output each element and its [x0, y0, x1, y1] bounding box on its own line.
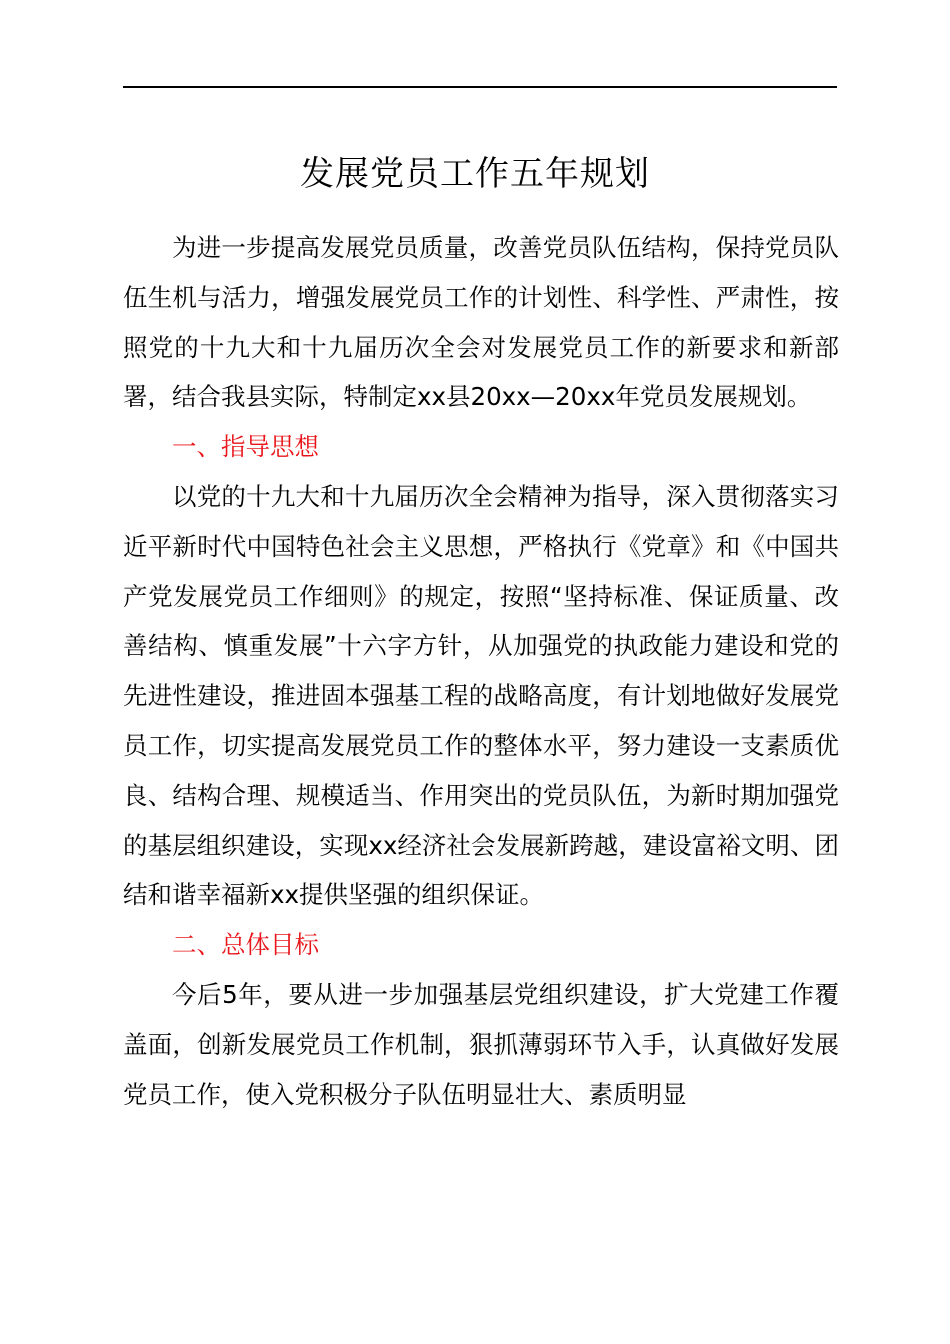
section-paragraph-overall-goals: 今后5年，要从进一步加强基层党组织建设，扩大党建工作覆盖面，创新发展党员工作机制，狠抓薄弱环节入手，认真做好发展党员工作，使入党积极分子队伍明显壮大、素质明显 [123, 979, 839, 1109]
document-title: 发展党员工作五年规划 [300, 154, 650, 194]
section-paragraph-guiding-ideology: 以党的十九大和十九届历次全会精神为指导，深入贯彻落实习近平新时代中国特色社会主义思想，严格执行《党章》和《中国共产党发展党员工作细则》的规定，按照“坚持标准、保证质量、改善结构、慎重发展”十六字方针，从加强党的执政能力建设和党的先进性建设，推进固本强基工程的战略高度，有计划地做好发展党员工作，切实提高发展党员工作的整体水平，努力建设一支素质优良、结构合理、规模适当、作用突出的党员队伍，为新时期加强党的基层组织建设，实现xx经济社会发展新跨越，建设富裕文明、团结和谐幸福新xx提供坚强的组织保证。 [123, 481, 839, 910]
section-heading-guiding-ideology: 一、指导思想 [172, 432, 319, 462]
intro-paragraph: 为进一步提高发展党员质量，改善党员队伍结构，保持党员队伍生机与活力，增强发展党员工作的计划性、科学性、严肃性，按照党的十九大和十九届历次全会对发展党员工作的新要求和新部署，结合我县实际，特制定xx县20xx—20xx年党员发展规划。 [123, 233, 839, 412]
section-heading-overall-goals: 二、总体目标 [172, 930, 319, 960]
document-body [123, 223, 839, 1119]
header-rule [123, 86, 837, 88]
